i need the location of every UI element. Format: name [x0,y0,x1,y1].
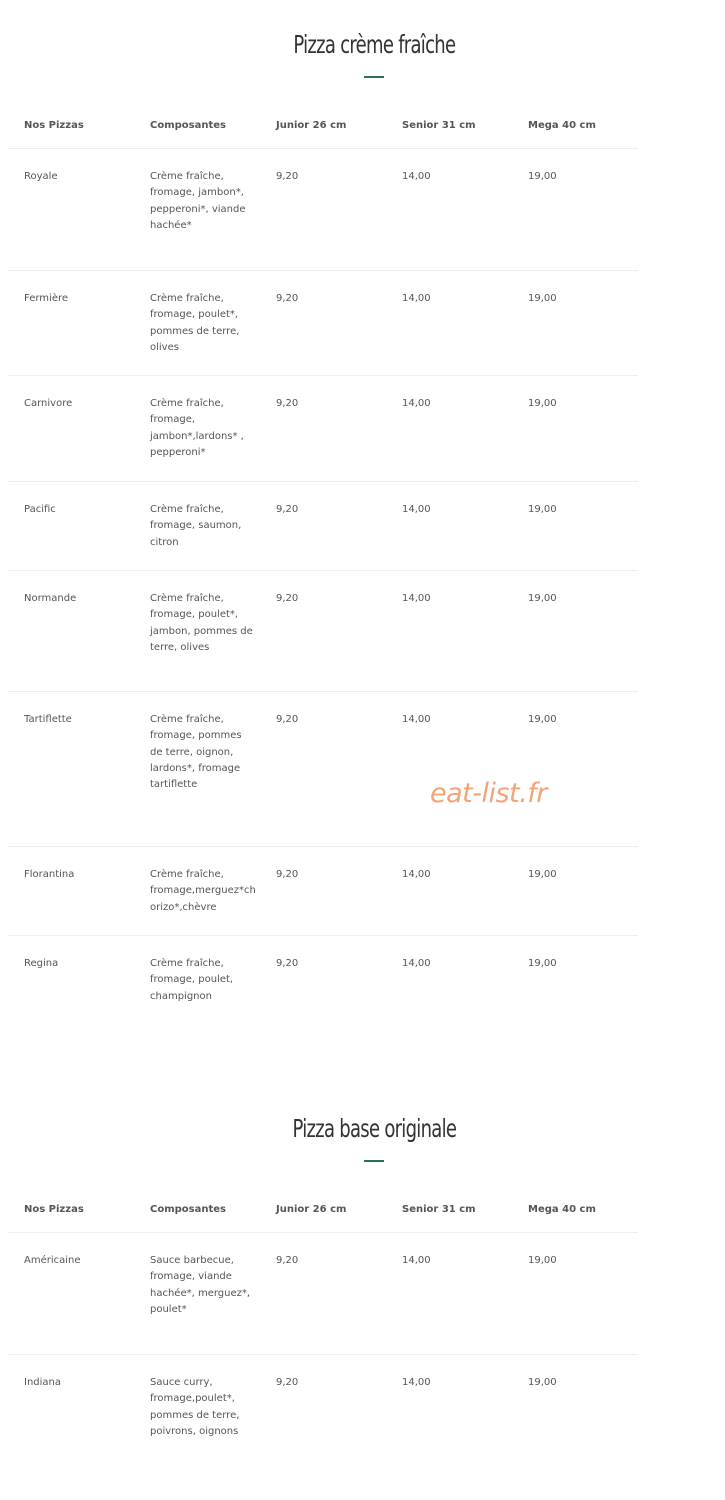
price-mega: 19,00 [528,504,557,515]
price-senior: 14,00 [402,171,431,182]
pizza-name: Royale [24,171,58,182]
pizza-composition: Sauce curry, fromage,poulet*, pommes de terre, poivrons, oignons [150,1377,240,1437]
table-header-row [8,1202,638,1233]
price-junior: 9,20 [276,293,299,304]
price-mega: 19,00 [528,398,557,409]
pizza-composition: Crème fraîche, fromage, jambon*,lardons* , pepperoni* [150,398,244,458]
header-senior: Senior 31 cm [402,1204,476,1215]
price-mega: 19,00 [528,1377,557,1388]
pizza-composition: Crème fraîche, fromage, poulet*, jambon, pommes de terre, olives [150,593,253,653]
header-mega: Mega 40 cm [528,1204,596,1215]
header-composition: Composantes [150,120,226,131]
price-mega: 19,00 [528,1255,557,1266]
table-row [8,571,638,692]
price-junior: 9,20 [276,398,299,409]
pizza-name: Regina [24,958,59,969]
section-title: Pizza base originale [292,1114,457,1143]
price-junior: 9,20 [276,1377,299,1388]
price-senior: 14,00 [402,714,431,725]
price-mega: 19,00 [528,714,557,725]
header-composition: Composantes [150,1204,226,1215]
price-mega: 19,00 [528,958,557,969]
header-name: Nos Pizzas [24,120,84,131]
price-junior: 9,20 [276,1255,299,1266]
pizza-composition: Crème fraîche, fromage, jambon*, pepperoni*, viande hachée* [150,171,246,231]
table-row [8,1233,638,1355]
price-junior: 9,20 [276,869,299,880]
pizza-name: Tartiflette [24,714,72,725]
pizza-table [8,1202,638,1465]
price-mega: 19,00 [528,171,557,182]
price-junior: 9,20 [276,171,299,182]
price-junior: 9,20 [276,958,299,969]
pizza-composition: Crème fraîche, fromage, poulet*, pommes de terre, olives [150,293,240,353]
price-senior: 14,00 [402,958,431,969]
price-junior: 9,20 [276,593,299,604]
watermark: eat-list.fr [430,778,547,809]
header-name: Nos Pizzas [24,1204,84,1215]
price-senior: 14,00 [402,869,431,880]
header-junior: Junior 26 cm [276,1204,347,1215]
table-row [8,482,638,571]
pizza-composition: Sauce barbecue, fromage, viande hachée*, merguez*, poulet* [150,1255,251,1315]
header-mega: Mega 40 cm [528,120,596,131]
table-row [8,936,638,1025]
pizza-name: Américaine [24,1255,81,1266]
pizza-composition: Crème fraîche, fromage, pommes de terre, oignon, lardons*, fromage tartiflette [150,714,242,791]
pizza-composition: Crème fraîche, fromage, saumon, citron [150,504,242,548]
pizza-name: Pacific [24,504,56,515]
header-junior: Junior 26 cm [276,120,347,131]
pizza-name: Carnivore [24,398,73,409]
section-title: Pizza crème fraîche [293,30,456,59]
pizza-name: Florantina [24,869,75,880]
table-row [8,847,638,936]
pizza-composition: Crème fraîche, fromage,merguez*chorizo*,chèvre [150,869,256,913]
price-junior: 9,20 [276,714,299,725]
price-mega: 19,00 [528,869,557,880]
price-junior: 9,20 [276,504,299,515]
price-senior: 14,00 [402,1377,431,1388]
title-underline [364,76,384,78]
table-row [8,376,638,482]
pizza-table [8,118,638,1025]
pizza-name: Fermière [24,293,69,304]
pizza-composition: Crème fraîche, fromage, poulet, champignon [150,958,234,1002]
table-row [8,1355,638,1465]
price-senior: 14,00 [402,398,431,409]
price-senior: 14,00 [402,504,431,515]
table-row [8,692,638,847]
price-mega: 19,00 [528,593,557,604]
title-underline [364,1160,384,1162]
price-senior: 14,00 [402,593,431,604]
table-row [8,271,638,376]
table-header-row [8,118,638,149]
price-mega: 19,00 [528,293,557,304]
price-senior: 14,00 [402,293,431,304]
header-senior: Senior 31 cm [402,120,476,131]
table-row [8,149,638,271]
pizza-name: Normande [24,593,77,604]
pizza-name: Indiana [24,1377,62,1388]
price-senior: 14,00 [402,1255,431,1266]
